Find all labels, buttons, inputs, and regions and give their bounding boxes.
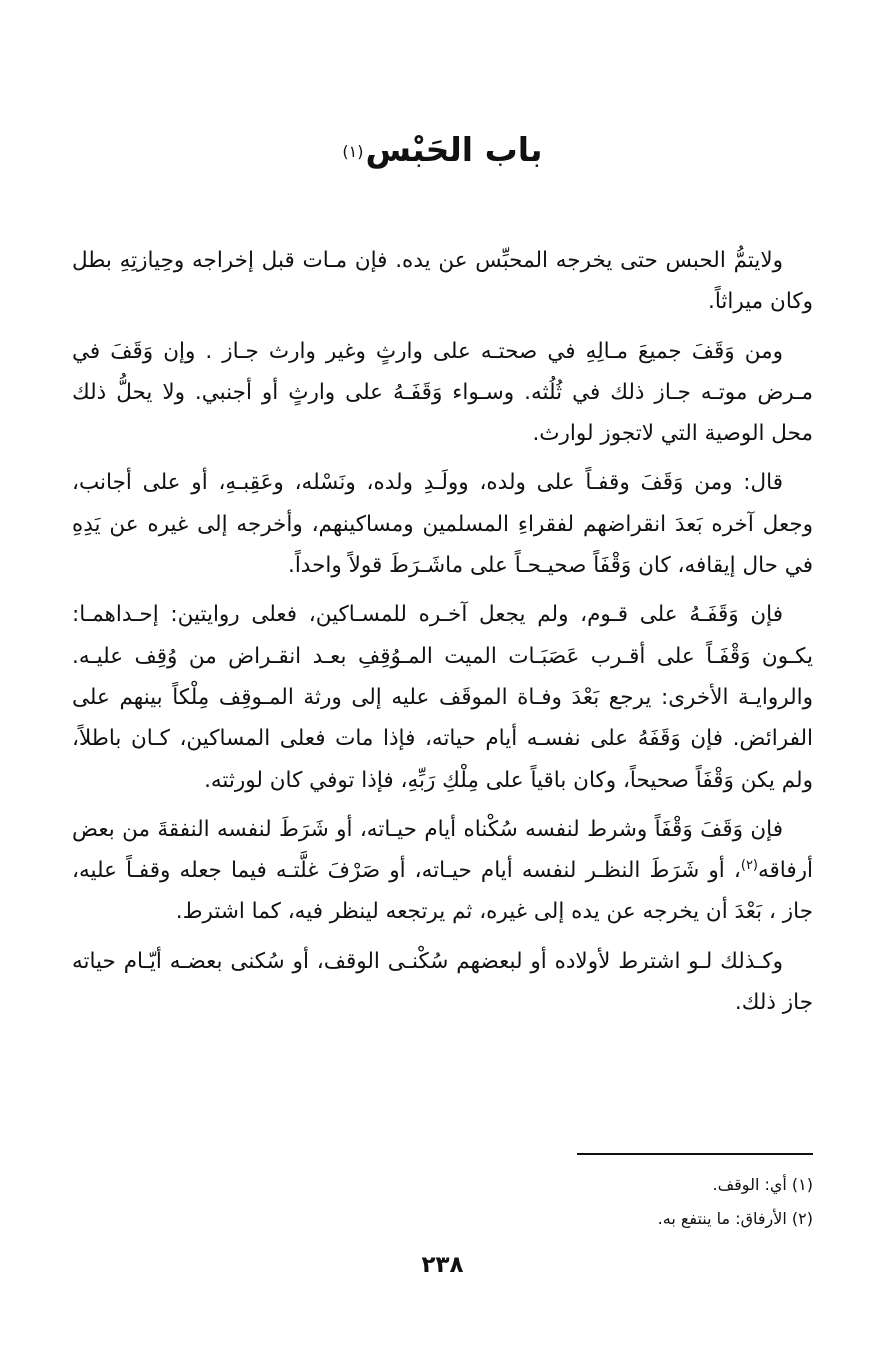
chapter-title [72,128,813,172]
paragraph-1: ولايتمُّ الحبس حتى يخرجه المحبِّس عن يده. فإن مـات قبل إخراجه وحِيازتِهِ بطل وكان ميراثاً. [72,248,813,315]
footnotes [72,1168,813,1236]
paragraph-2: ومن وَقَفَ جميعَ مـالِهِ في صحتـه على وارثٍ وغير وارث جـاز . وإن وَقَفَ في مـرض موتـه جـاز ذلك في ثُلُثه. وسـواء وَقَفَـهُ على وارثٍ أو أجنبي. ولا يحلُّ ذلك محل الوصية التي لاتجوز لوارث. [72,338,813,447]
paragraph-5 [72,809,813,933]
footnote-2: (٢) الأرفاق: ما ينتفع به. [657,1209,813,1228]
paragraph-6: وكـذلك لـو اشترط لأولاده أو لبعضهم سُكْنـى الوقف، أو سُكنى بعضـه أيّـام حياته جاز ذلك. [72,948,813,1016]
footnote-1: (١) أي: الوقف. [712,1175,813,1194]
page-number: ٢٣٨ [421,1252,464,1278]
footnote-marker-2: (٢) [740,858,758,873]
paragraph-5-part-1: فإن وَقَفَ وَقْفَاً وشرط لنفسه سُكْناه أيام حيـاته، أو شَرَطَ لنفسه النفقةَ من بعض أرفاقه [72,816,813,884]
footnote-divider [577,1153,813,1155]
paragraph-5-part-2: ، أو شَرَطَ النظـر لنفسه أيام حيـاته، أو صَرْفَ غلَّتـه فيما جعله وقفـاً عليه، جاز ، بَعْدَ أن يخرجه عن يده إلى غيره، ثم يرتجعه لينظر فيه، كما اشترط. [72,858,813,925]
chapter-title-footnote-marker: (١) [342,142,364,161]
chapter-title-text: باب الحَبْس [365,130,543,169]
paragraph-3: قال: ومن وَقَفَ وقفـاً على ولده، وولَـدِ ولده، ونَسْله، وعَقِبـهِ، أو على أجانب، وجعل آخره بَعدَ انقراضهم لفقراءِ المسلمين ومساكينهم، وأخرجه إلى غيره عن يَدِهِ في حال إيقافه، كان وَقْفَاً صحيـحـاً على ماشَـرَطَ قولاً واحداً. [72,470,813,579]
body-text [72,240,813,1031]
paragraph-4: فإن وَقَفَـهُ على قـوم، ولم يجعل آخـره للمسـاكين، فعلى روايتين: إحـداهمـا: يكـون وَقْفَـاً على أقـرب عَصَبَـات الميت المـوُقِفِ بعـد انقـراض من وُقِف عليـه. والروايـة الأخرى: يرجع بَعْدَ وفـاة الموقَف عليه إلى ورثة المـوقِف مِلْكاً بينهم على الفرائض. فإن وَقَفَهُ على نفسـه أيام حياته، فإذا مات فعلى المساكين، كـان باطلاً، ولم يكن وَقْفَاً صحيحاً، وكان باقياً على مِلْكِ رَبِّهِ، فإذا توفي كان لورثته. [72,602,813,793]
book-page [72,0,813,1368]
